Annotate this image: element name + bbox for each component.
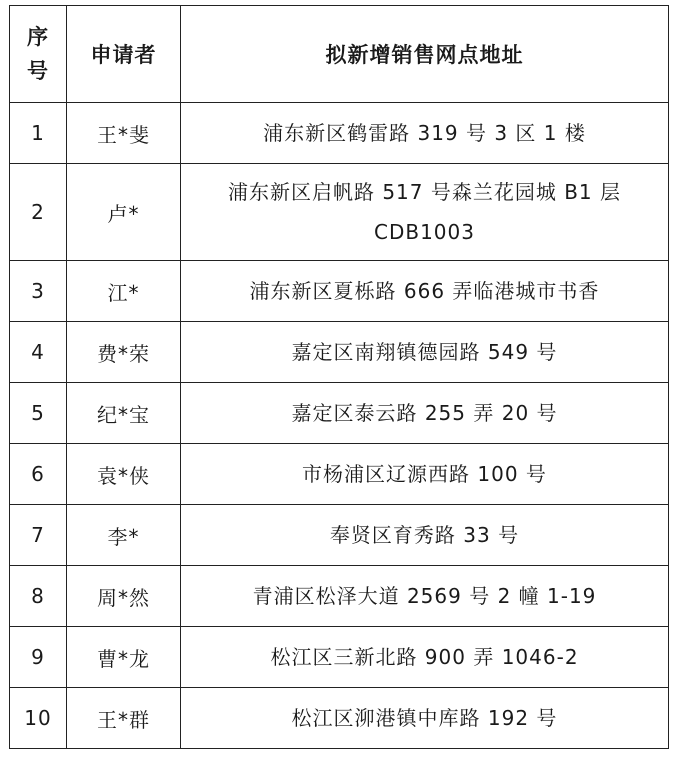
row-address: 松江区泖港镇中库路 192 号 [181, 688, 669, 749]
row-index: 9 [10, 627, 67, 688]
row-index: 8 [10, 566, 67, 627]
header-index [10, 6, 67, 103]
table-row [10, 627, 669, 688]
row-address: 松江区三新北路 900 弄 1046-2 [181, 627, 669, 688]
table-row [10, 383, 669, 444]
table-header-row [10, 6, 669, 103]
row-index: 3 [10, 261, 67, 322]
row-index: 10 [10, 688, 67, 749]
row-index: 6 [10, 444, 67, 505]
row-address: 浦东新区夏栎路 666 弄临港城市书香 [181, 261, 669, 322]
table-row [10, 322, 669, 383]
table-row [10, 261, 669, 322]
row-address: 嘉定区泰云路 255 弄 20 号 [181, 383, 669, 444]
row-address: 奉贤区育秀路 33 号 [181, 505, 669, 566]
row-applicant: 纪*宝 [67, 383, 181, 444]
row-applicant: 王*群 [67, 688, 181, 749]
row-applicant: 费*荣 [67, 322, 181, 383]
row-applicant: 江* [67, 261, 181, 322]
row-applicant: 王*斐 [67, 103, 181, 164]
header-index-line1: 序 [27, 25, 49, 49]
table-row [10, 444, 669, 505]
row-index: 5 [10, 383, 67, 444]
row-index: 1 [10, 103, 67, 164]
row-index: 4 [10, 322, 67, 383]
table-row [10, 566, 669, 627]
row-index: 7 [10, 505, 67, 566]
row-address: 市杨浦区辽源西路 100 号 [181, 444, 669, 505]
table-row [10, 164, 669, 261]
row-applicant: 李* [67, 505, 181, 566]
header-applicant: 申请者 [67, 6, 181, 103]
table-row [10, 103, 669, 164]
row-applicant: 袁*侠 [67, 444, 181, 505]
header-address: 拟新增销售网点地址 [181, 6, 669, 103]
row-index: 2 [10, 164, 67, 261]
table-row [10, 505, 669, 566]
row-applicant: 周*然 [67, 566, 181, 627]
header-index-line2: 号 [27, 59, 49, 83]
outlet-table [9, 5, 669, 749]
row-address: 浦东新区鹤雷路 319 号 3 区 1 楼 [181, 103, 669, 164]
row-applicant: 曹*龙 [67, 627, 181, 688]
row-address: 青浦区松泽大道 2569 号 2 幢 1-19 [181, 566, 669, 627]
row-applicant: 卢* [67, 164, 181, 261]
row-address: 嘉定区南翔镇德园路 549 号 [181, 322, 669, 383]
row-address: 浦东新区启帆路 517 号森兰花园城 B1 层 CDB1003 [181, 164, 669, 261]
table-row [10, 688, 669, 749]
